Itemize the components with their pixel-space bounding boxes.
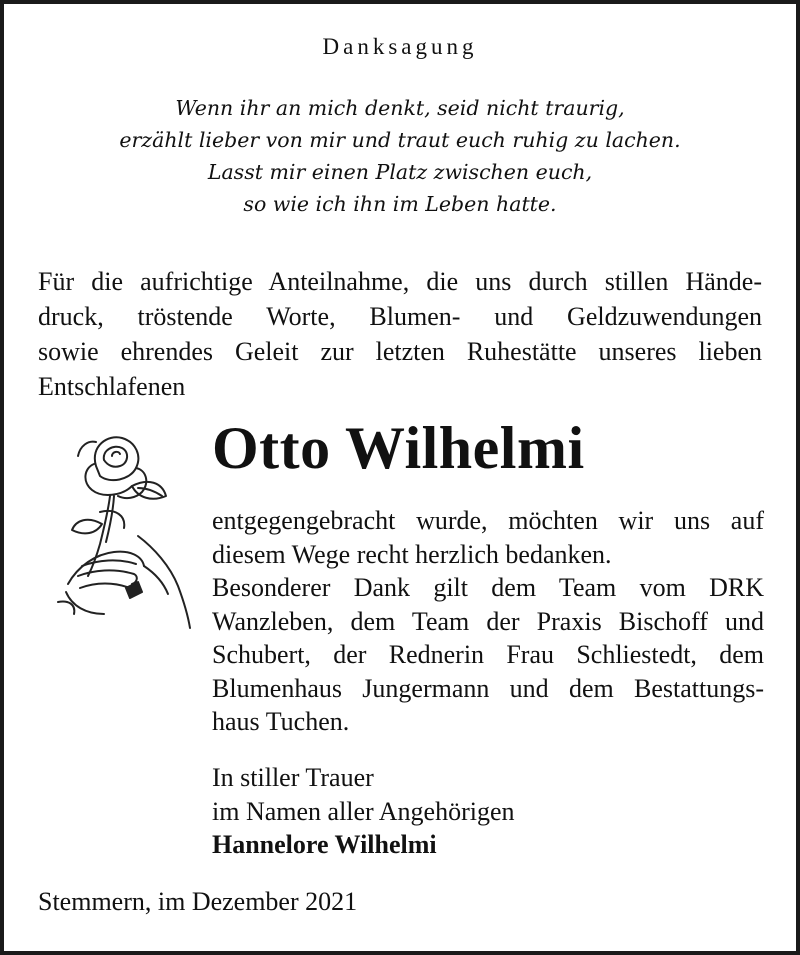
- intro-line: druck, tröstende Worte, Blumen- und Geldzuwendungen: [38, 302, 762, 331]
- intro-line: Für die aufrichtige Anteilnahme, die uns durch stillen Hände-: [38, 267, 762, 296]
- body-line: Blumenhaus Jungermann und dem Bestattungs-: [212, 673, 764, 703]
- body-paragraph: [212, 504, 764, 739]
- notice-heading: Danksagung: [322, 34, 478, 59]
- intro-line: Entschlafenen: [38, 372, 186, 401]
- hand-holding-rose-icon: [38, 416, 198, 636]
- poem: [4, 92, 796, 220]
- intro-line: sowie ehrendes Geleit zur letzten Ruhestätte unseres lieben: [38, 337, 762, 366]
- body-line: Wanzleben, dem Team der Praxis Bischoff und: [212, 606, 764, 636]
- body-line: Besonderer Dank gilt dem Team vom DRK: [212, 573, 764, 602]
- poem-line: Wenn ihr an mich denkt, seid nicht traurig,: [175, 96, 625, 120]
- poem-line: so wie ich ihn im Leben hatte.: [243, 192, 557, 216]
- signature-line: In stiller Trauer: [212, 763, 374, 792]
- signer-name: Hannelore Wilhelmi: [212, 830, 437, 859]
- body-line: entgegengebracht wurde, möchten wir uns auf: [212, 506, 764, 535]
- intro-paragraph: [38, 264, 762, 404]
- body-line: diesem Wege recht herzlich bedanken.: [212, 539, 612, 569]
- poem-line: erzählt lieber von mir und traut euch ruhig zu lachen.: [119, 128, 681, 152]
- deceased-name: Otto Wilhelmi: [212, 415, 585, 481]
- place-date: Stemmern, im Dezember 2021: [38, 887, 358, 916]
- poem-line: Lasst mir einen Platz zwischen euch,: [207, 160, 593, 184]
- body-line: haus Tuchen.: [212, 707, 350, 736]
- signature-line: im Namen aller Angehörigen: [212, 796, 515, 826]
- body-line: Schubert, der Rednerin Frau Schliestedt, dem: [212, 640, 764, 669]
- signature-block: [212, 761, 515, 862]
